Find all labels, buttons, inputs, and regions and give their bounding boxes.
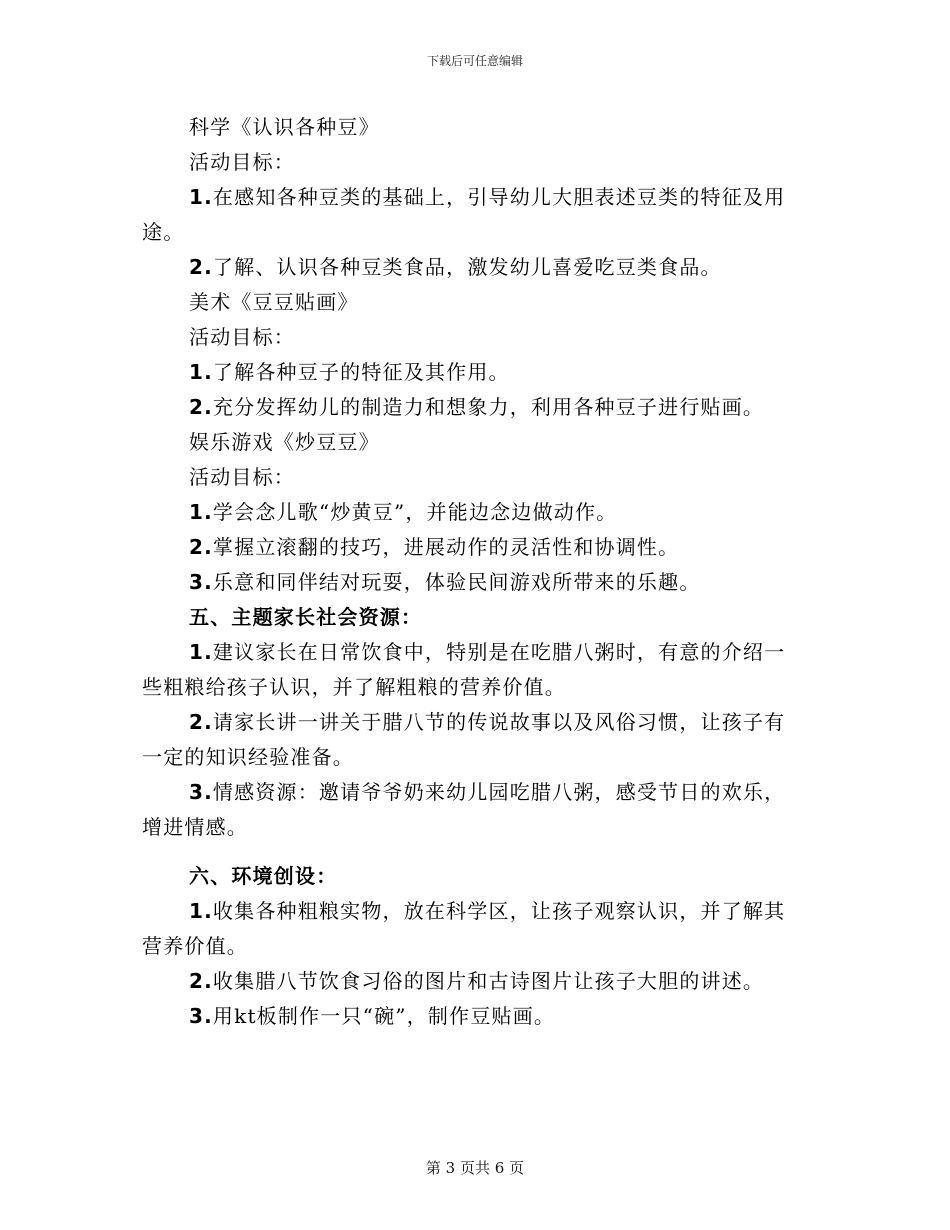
line-text: 活动目标： xyxy=(189,325,295,349)
line-text: 请家长讲一讲关于腊八节的传说故事以及风俗习惯，让孩子有 xyxy=(212,710,786,734)
list-number: 2. xyxy=(189,395,213,419)
line-text: 掌握立滚翻的技巧，进展动作的灵活性和协调性。 xyxy=(212,535,680,559)
list-number: 2. xyxy=(189,255,213,279)
page-header: 下载后可任意编辑 xyxy=(426,54,523,68)
text-line xyxy=(142,929,802,964)
line-text: 娱乐游戏《炒豆豆》 xyxy=(189,430,380,454)
list-number: 2. xyxy=(189,535,213,559)
list-number: 1. xyxy=(189,899,213,923)
document-body xyxy=(142,110,802,1034)
text-line xyxy=(142,705,802,740)
line-text: 科学《认识各种豆》 xyxy=(189,115,380,139)
line-text: 建议家长在日常饮食中，特别是在吃腊八粥时，有意的介绍一 xyxy=(212,640,786,664)
line-text: 收集各种粗粮实物，放在科学区，让孩子观察认识，并了解其 xyxy=(212,899,786,923)
line-text: 活动目标： xyxy=(189,465,295,489)
text-line xyxy=(142,670,802,705)
text-line xyxy=(142,110,802,145)
text-line xyxy=(142,964,802,999)
text-line xyxy=(142,355,802,390)
list-number: 3. xyxy=(189,1004,213,1028)
line-text: 六、环境创设： xyxy=(189,864,338,888)
line-text: 增进情感。 xyxy=(142,815,248,839)
line-text: 了解各种豆子的特征及其作用。 xyxy=(212,360,510,384)
line-text: 情感资源：邀请爷爷奶来幼儿园吃腊八粥，感受节日的欢乐， xyxy=(212,780,786,804)
line-text: 用kt板制作一只“碗”，制作豆贴画。 xyxy=(212,1004,556,1028)
section-heading xyxy=(142,600,802,635)
text-line xyxy=(142,320,802,355)
line-text: 收集腊八节饮食习俗的图片和古诗图片让孩子大胆的讲述。 xyxy=(212,969,765,993)
line-text: 些粗粮给孩子认识，并了解粗粮的营养价值。 xyxy=(142,675,566,699)
line-text: 活动目标： xyxy=(189,150,295,174)
list-number: 1. xyxy=(189,185,213,209)
line-text: 乐意和同伴结对玩耍，体验民间游戏所带来的乐趣。 xyxy=(212,570,701,594)
text-line xyxy=(142,250,802,285)
line-text: 了解、认识各种豆类食品，激发幼儿喜爱吃豆类食品。 xyxy=(212,255,722,279)
text-line xyxy=(142,775,802,810)
line-text: 营养价值。 xyxy=(142,934,248,958)
text-line xyxy=(142,180,802,215)
text-line xyxy=(142,894,802,929)
list-number: 1. xyxy=(189,640,213,664)
text-line xyxy=(142,460,802,495)
line-text: 五、主题家长社会资源： xyxy=(189,605,423,629)
page-footer: 第 3 页共 6 页 xyxy=(425,1159,525,1177)
text-line xyxy=(142,495,802,530)
line-text: 一定的知识经验准备。 xyxy=(142,745,354,769)
section-heading xyxy=(142,859,802,894)
text-line xyxy=(142,425,802,460)
section-gap xyxy=(142,845,802,859)
text-line xyxy=(142,215,802,250)
text-line xyxy=(142,145,802,180)
text-line xyxy=(142,285,802,320)
list-number: 2. xyxy=(189,710,213,734)
list-number: 3. xyxy=(189,570,213,594)
text-line xyxy=(142,530,802,565)
line-text: 美术《豆豆贴画》 xyxy=(189,290,359,314)
list-number: 1. xyxy=(189,360,213,384)
text-line xyxy=(142,635,802,670)
list-number: 3. xyxy=(189,780,213,804)
line-text: 途。 xyxy=(142,220,185,244)
line-text: 在感知各种豆类的基础上，引导幼儿大胆表述豆类的特征及用 xyxy=(212,185,786,209)
text-line xyxy=(142,740,802,775)
list-number: 2. xyxy=(189,969,213,993)
text-line xyxy=(142,810,802,845)
text-line xyxy=(142,999,802,1034)
line-text: 充分发挥幼儿的制造力和想象力，利用各种豆子进行贴画。 xyxy=(212,395,765,419)
list-number: 1. xyxy=(189,500,213,524)
text-line xyxy=(142,390,802,425)
text-line xyxy=(142,565,802,600)
line-text: 学会念儿歌“炒黄豆”，并能边念边做动作。 xyxy=(212,500,618,524)
